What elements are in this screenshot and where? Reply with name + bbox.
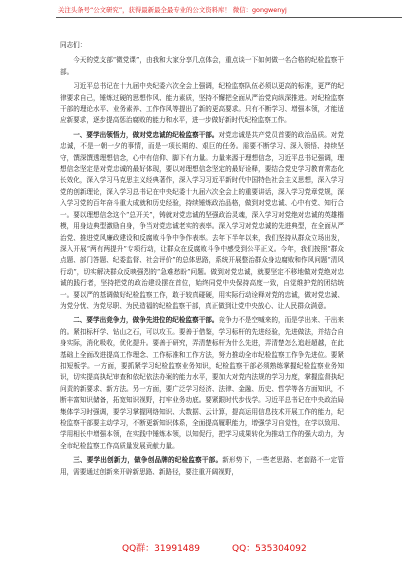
- section-3-body: 新形势下，一些老思路、老套路不一定管用，需要通过创新来开辟新思路、新路径，要注重开阔视野，: [60, 456, 344, 476]
- paragraph-intro: 今天的党支部“微党课”，由我和大家分享几点体会，重点谈一下如何做一名合格的纪检监察干部。: [60, 56, 344, 76]
- section-1: [60, 130, 344, 313]
- section-3: [60, 455, 344, 478]
- section-1-body: 对党忠诚是共产党员首要的政治品质。对党忠诚，不是一朝一夕的事情，而是一项长期的、艰巨的任务。需要不断学习、深入领悟、持续坚守，馔深馔透理想信念，心中有信仰、脚下有力量。力量来源于理想信念，习近平总书记强调，理想信念坚定是对党忠诚的最好体现，要以对理想信念坚定的最好诠释，要结合党史学习教育常态化长效化，深入学习马克思主义经典著作，深入学习习近平新时代中国特色社会主义思想，深入学习党的创新理论，深入学习总书记在中央纪委十九届六次全会上的重要讲话，深入学习党章党规，深入学习党的百年奋斗重大成就和历史经验，持续锤炼政治品格，做到对党忠诚、心中有党、知行合一。要以理想信念这个“总开关”，铸就对党忠诚的坚强政治灵魂，深入学习对党绝对忠诚的英雄楷模，用身边典型激励自身，争当对党忠诚老实的表率。深入学习对党忠诚的先进典型，在全面从严治党、推进党风廉政建设和反腐败斗争中争作表率。去年下半年以来，我们坚持从群众立场出发，深入开展“两有两提升”专项行动，让群众在反腐败斗争中感受到公平正义。今年，我们按照“群众点题、部门答题、纪委监督、社会评价”的总体思路，系统开展整治群众身边腐败和作风问题“清风行动”，切实解决群众反映强烈的“急难愁盼”问题。做到对党忠诚，就要坚定不移地做对党绝对忠诚的践行者，坚持把党的政治建设摆在首位，始终同党中央保持高度一致，自觉维护党的团结统一。要以严的基调做好纪检监察工作，敢于较真碰硬，用实际行动诠释对党的忠诚，做对党忠诚、为党分忧、为党尽职、为民造福的纪检监察干部，真正做到让党中央放心、让人民群众满意。: [60, 130, 345, 310]
- paragraph-context: 习近平总书记在十九届中央纪委六次全会上强调，纪检监察队伍必须以更高的标准，更严的纪律要求自己，锤炼过硬的思想作风、能力素质，坚持不懈把全面从严治党向纵深推进。对纪检监察干部的理论水平、业务素养、工作作风等提出了新的更高要求。只有不断学习、增强本领，才能适应新要求，逐步提高惩治腐败的能力和水平，进一步做好新时代纪检监察工作。: [60, 82, 344, 125]
- document-body: [60, 40, 344, 481]
- footer: [0, 541, 408, 557]
- section-2-heading: 二、要学出竞争力，做争先进位的纪检监察干部。: [73, 316, 219, 325]
- footer-qq-number: QQ：535304092: [232, 544, 307, 554]
- footer-qq-group: QQ群：31991489: [122, 544, 200, 554]
- salutation: 同志们：: [60, 41, 87, 49]
- header-notice[interactable]: 关注头条号“公文研究”，获得最新最全最专业的公文资料库！ 微信：gongwenyj: [58, 6, 287, 14]
- section-2: [60, 315, 344, 452]
- header-divider: [56, 17, 402, 18]
- section-2-body: 竞争力不是空喊来的，而是学出来、干出来的。紧扣标杆学、钻山之石，可以攻玉。要善于借鉴，学习标杆的先进经验，先进做法，并结合自身实际，消化吸收，优化提升。要善于研究，弄清楚标杆为什么先进，弄清楚怎么追赶超越，在此基础上全面改进提高工作理念、工作标准和工作方法，努力推动全市纪检监察工作争先进位。要紧扣短板学。一方面，要抓紧学习纪检监察业务知识，纪检监察干部必须熟练掌握纪检监察业务知识，切实提高执纪审查和依纪依法办案的能力水平，要加大对党内法规的学习力度，掌握监督执纪问责的新要求、新方法。另一方面，要广泛学习经济、法律、金融、历史、哲学等各方面知识，不断丰富知识储备，拓宽知识视野，打牢业务功底。要紧跟时代步伐学。习近平总书记在中央政治局集体学习时强调，要学习掌握网络知识、大数据、云计算，提高运用信息技术开展工作的能力，纪检监察干部要主动学习，不断更新知识体系，全面提高履职能力，增强学习自觉性，在学以致用、学用相长中增强本领，在实践中锤炼本领，以知促行，把学习成果转化为推动工作的强大动力，为全市纪检监察工作高质量发展贡献力量。: [60, 316, 345, 450]
- section-1-heading: 一、要学出领悟力，做对党忠诚的纪检监察干部。: [73, 130, 219, 139]
- section-3-heading: 三、要学出创新力，做争创品牌的纪检监察干部。: [73, 456, 223, 465]
